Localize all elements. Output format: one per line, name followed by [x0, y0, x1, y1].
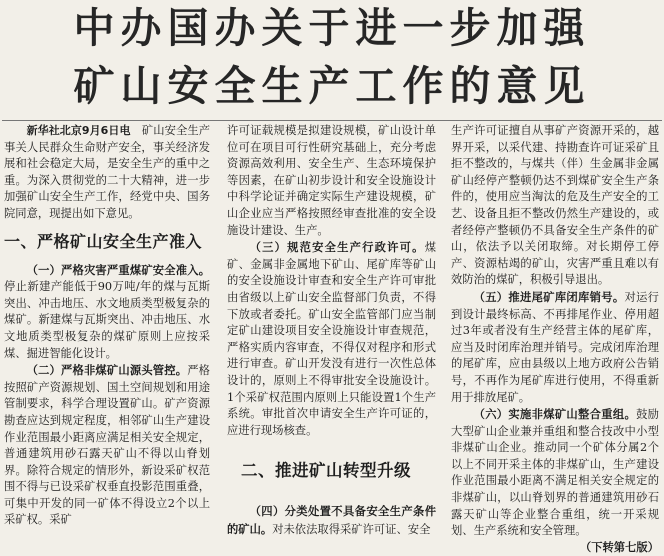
article-column-2: [227, 123, 436, 540]
paragraph-text: 严格按照矿产资源规划、国土空间规划和用途管制要求，科学合理设置矿山。矿产资源勘查应达到规定程度，相邻矿山生产建设作业范围最小距离应满足相关安全规定，普通建筑用砂石露天矿山不得以山脊划界。除符合规定的情形外，新设采矿权范围不得与已设采矿权垂直投影范围重叠，可集中开发的同一矿体不得设立2个以上采矿权。采矿: [4, 364, 210, 527]
paragraph-text: 对未依法取得采矿许可证、安全: [272, 522, 431, 536]
paragraph: [4, 262, 210, 363]
subheading: （三）规范安全生产行政许可。: [249, 240, 425, 255]
paragraph: [451, 289, 659, 406]
subheading: （二）严格非煤矿山源头管控。: [26, 363, 188, 378]
paragraph: [227, 239, 436, 439]
section-heading-1: 一、严格矿山安全生产准入: [4, 231, 203, 251]
intro-paragraph: [4, 123, 210, 223]
paragraph: 许可证载规模是拟建设规模，矿山设计单位可在项目可行性研究基础上，充分考虑资源高效利用、安全生产、生态环境保护等因素，在矿山初步设计和安全设施设计中科学论证并确定实际生产建设规模，矿山企业应当严格按照经审查批准的安全设施设计建设、生产。: [227, 124, 436, 237]
headline-line-1: 中办国办关于进一步加强: [73, 4, 591, 52]
paragraph: [227, 503, 436, 538]
paragraph-text: 对运行到设计最终标高、不再排尾作业、停用超过3年或者没有生产经营主体的尾矿库，应当及时闭库治理并销号。完成闭库治理的尾矿库，应由县级以上地方政府公告销号，不再作为尾矿库进行使用，不得重新用于排放尾矿。: [451, 290, 659, 404]
article-column-1: [4, 123, 210, 540]
paragraph-text: 停止新建产能低于90万吨/年的煤与瓦斯突出、冲击地压、水文地质类型极复杂的煤矿。新建煤与瓦斯突出、冲击地压、水文地质类型极复杂的煤矿原则上应按采煤、掘进智能化设计。: [4, 280, 210, 360]
paragraph-text: 鼓励大型矿山企业兼并重组和整合技改中小型非煤矿山企业。推动同一个矿体分属2个以上不同开采主体的非煤矿山，生产建设作业范围最小距离不满足相关安全规定的非煤矿山，以山脊划界的普通建筑用砂石露天矿山等企业整合重组，统一开采规划、生产系统和安全管理。: [451, 408, 659, 538]
article-column-3: [451, 123, 659, 554]
subheading: （五）推进尾矿库闭库销号。: [473, 289, 625, 304]
continued-note: （下转第七版）: [579, 540, 659, 554]
paragraph: [4, 362, 210, 529]
dateline: 新华社北京9月6日电: [26, 124, 131, 137]
section-heading-2: 二、推进矿山转型升级: [241, 461, 411, 481]
intro-text: 矿山安全生产事关人民群众生命财产安全，事关经济发展和社会稳定大局，是安全生产的重中之重。为深入贯彻党的二十大精神，进一步加强矿山安全生产工作，经党中央、国务院同意，现提出如下意见。: [4, 124, 210, 220]
subheading: （一）严格灾害严重煤矿安全准入。: [26, 262, 210, 277]
headline-line-2: 矿山安全生产工作的意见: [73, 62, 591, 110]
headline-rule: [2, 120, 662, 121]
subheading: （四）分类处置不具备安全生产条件的矿山。: [227, 504, 436, 536]
paragraph: 生产许可证擅自从事矿产资源开采的，越界开采，以采代建、持勘查许可证采矿且拒不整改的，与煤共（伴）生金属非金属矿山经停产整顿仍达不到煤矿安全生产条件的，使用应当淘汰的危及生产安全的工艺、设备且拒不整改仍然生产建设的，或者经停产整顿仍不具备安全生产条件的矿山，依法予以关闭取缔。对长期停工停产、资源枯竭的矿山，灾害严重且难以有效防治的煤矿，积极引导退出。: [451, 124, 659, 287]
subheading: （六）实施非煤矿山整合重组。: [473, 407, 637, 422]
paragraph-text: 煤矿、金属非金属地下矿山、尾矿库等矿山的安全设施设计审查和安全生产许可审批由省级以上矿山安全监督部门负责，不得下放或者委托。矿山安全监管部门应当制定矿山建设项目安全设施设计审查规范，严格实质内容审查，不得仅对程序和形式进行审查。矿山开发没有进行一次性总体设计的，原则上不得审批安全设施设计。1个采矿权范围内原则上只能设置1个生产系统。审批首次申请安全生产许可证的，应进行现场核查。: [227, 241, 436, 437]
paragraph: [451, 406, 659, 554]
